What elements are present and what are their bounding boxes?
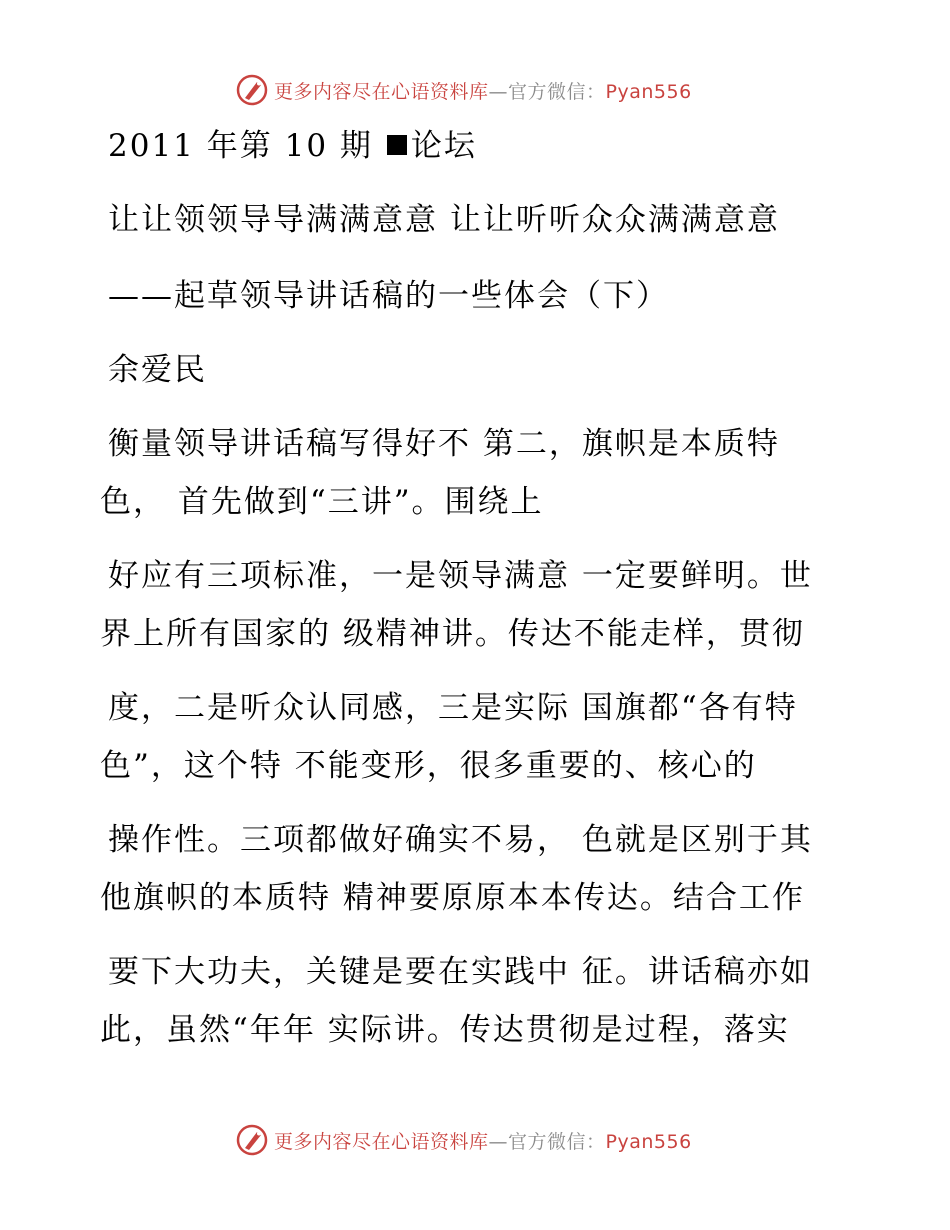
body-line: 操作性。三项都做好确实不易， 色就是区别于其 [108,822,813,858]
watermark-bottom [236,1122,692,1158]
watermark-text [274,1127,692,1154]
pen-circle-logo-icon [236,1124,268,1156]
body-line: 好应有三项标准，一是领导满意 一定要鲜明。世 [108,558,813,594]
column-name: 论坛 [410,128,477,164]
body-line: 要下大功夫，关键是要在实践中 征。讲话稿亦如 [108,954,813,990]
body-line: 他旗帜的本质特 精神要原原本本传达。结合工作 [100,880,805,916]
pen-circle-logo-icon [236,74,268,106]
watermark-wechat-id: Pyan556 [605,1130,692,1153]
watermark-wechat-label: 官方微信： [508,1130,606,1153]
issue-header [108,126,477,166]
watermark-wechat-label: 官方微信： [508,80,606,103]
article-subtitle: ——起草领导讲话稿的一些体会（下） [108,278,669,314]
body-line: 度，二是听众认同感，三是实际 国旗都“各有特 [108,690,798,726]
body-line: 界上所有国家的 级精神讲。传达不能走样，贯彻 [100,616,805,652]
watermark-separator: — [488,1130,509,1153]
watermark-top [236,72,692,108]
body-line: 此，虽然“年年 实际讲。传达贯彻是过程，落实 [100,1012,790,1048]
watermark-text [274,77,692,104]
watermark-brand: 更多内容尽在心语资料库 [274,80,489,103]
article-author: 余爱民 [108,352,207,388]
issue-number: 2011 年第 10 期 [108,128,373,164]
body-line: 衡量领导讲话稿写得好不 第二，旗帜是本质特 [108,426,780,462]
watermark-separator: — [488,80,509,103]
article-title: 让让领领导导满满意意 让让听听众众满满意意 [108,202,780,238]
watermark-brand: 更多内容尽在心语资料库 [274,1130,489,1153]
body-line: 色”，这个特 不能变形，很多重要的、核心的 [100,748,757,784]
watermark-wechat-id: Pyan556 [605,80,692,103]
body-line: 色， 首先做到“三讲”。围绕上 [100,484,544,520]
black-square-icon [387,135,407,155]
